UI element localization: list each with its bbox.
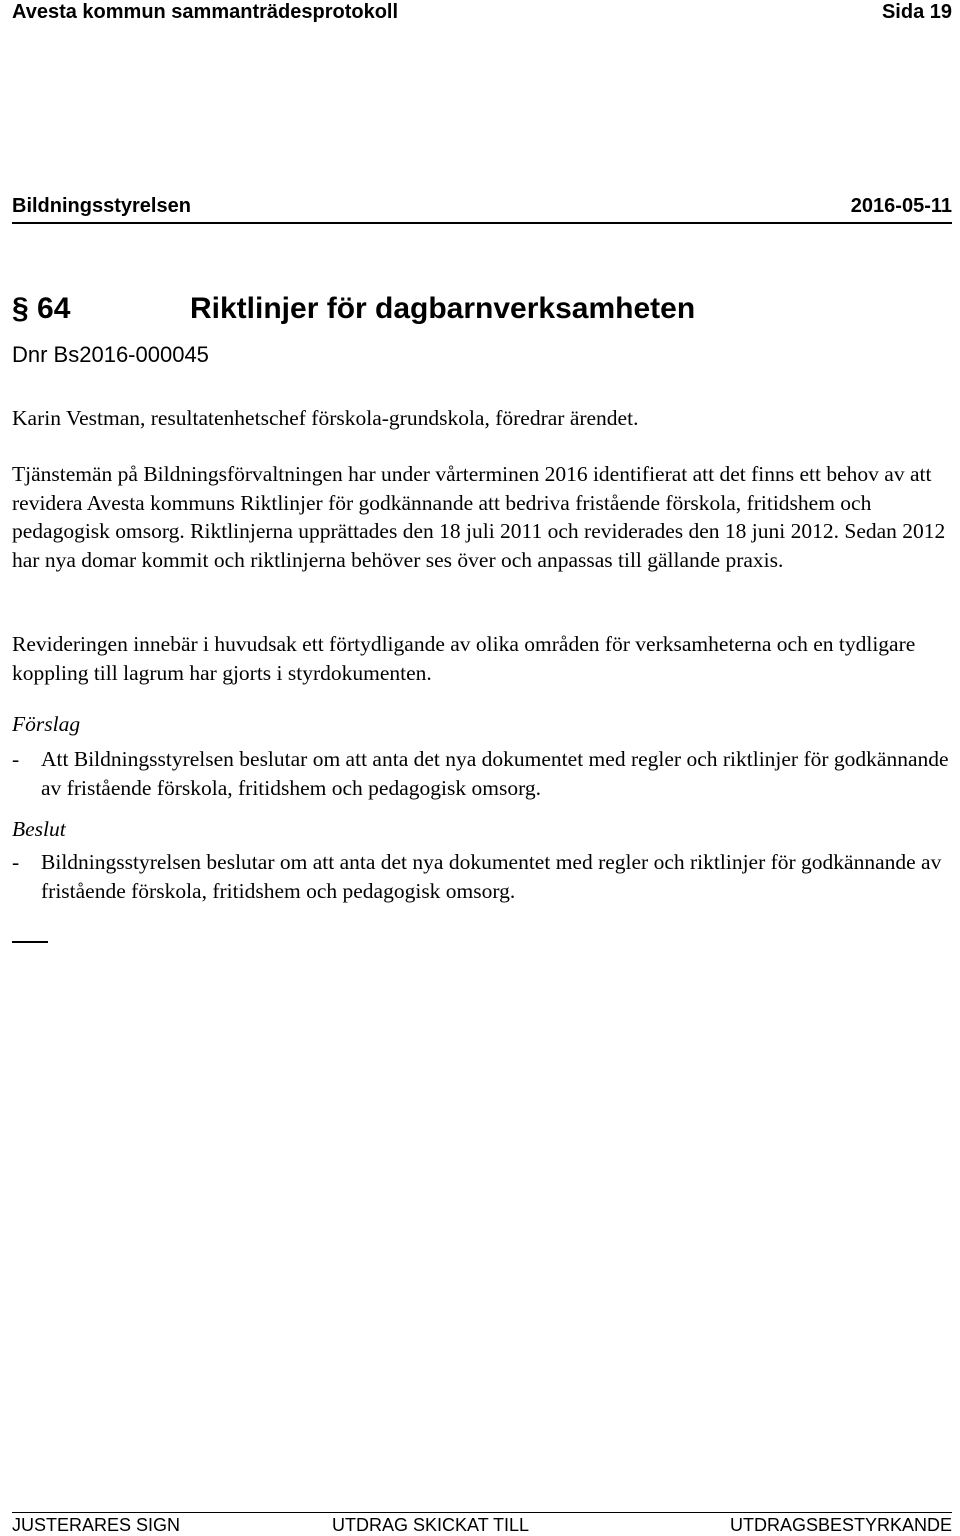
- page-number: Sida 19: [881, 1, 952, 23]
- case-number: Dnr Bs2016-000045: [12, 342, 209, 367]
- meeting-header: [12, 193, 952, 219]
- section-end-rule: [12, 941, 48, 943]
- footer-certify: UTDRAGSBESTYRKANDE: [729, 1515, 952, 1535]
- section-number: [12, 290, 190, 328]
- proposal-heading: Förslag: [12, 712, 81, 736]
- footer-divider: [12, 1512, 952, 1513]
- footer-sign: JUSTERARES SIGN: [12, 1515, 181, 1535]
- page-footer: [12, 1514, 952, 1536]
- proposal-item: [12, 745, 952, 805]
- decision-dash: -: [12, 850, 20, 874]
- page-header: [12, 0, 952, 24]
- section-heading: [12, 290, 695, 328]
- board-name: Bildningsstyrelsen: [12, 195, 191, 217]
- meeting-date: 2016-05-11: [850, 195, 952, 217]
- header-divider: [12, 222, 952, 224]
- section-number-value: 64: [37, 292, 71, 325]
- section-symbol: §: [12, 292, 29, 325]
- revision-paragraph: Revideringen innebär i huvudsak ett förtydligande av olika områden för verksamheterna och en tydligare koppling till lagrum har gjorts i styrdokumenten.: [12, 632, 916, 685]
- section-title: Riktlinjer för dagbarnverksamheten: [190, 292, 696, 325]
- background-paragraph: Tjänstemän på Bildningsförvaltningen har under vårterminen 2016 identifierat att det finns ett behov av att revidera Avesta kommuns Riktlinjer för godkännande att bedriva fristående förskola, fritidshem och pedagogisk omsorg. Riktlinjerna upprättades den 18 juli 2011 och reviderades den 18 juni 2012. Sedan 2012 har nya domar kommit och riktlinjerna behöver ses över och anpassas till gällande praxis.: [12, 462, 946, 572]
- decision-item: [12, 848, 952, 908]
- presenter-line: Karin Vestman, resultatenhetschef förskola-grundskola, föredrar ärendet.: [12, 406, 639, 430]
- proposal-dash: -: [12, 747, 20, 771]
- proposal-text: Att Bildningsstyrelsen beslutar om att anta det nya dokumentet med regler och riktlinjer för godkännande av fristående förskola, fritidshem och pedagogisk omsorg.: [41, 747, 949, 800]
- decision-heading: Beslut: [12, 817, 66, 841]
- document-title: Avesta kommun sammanträdesprotokoll: [12, 1, 399, 23]
- footer-sent: UTDRAG SKICKAT TILL: [332, 1515, 530, 1535]
- decision-text: Bildningsstyrelsen beslutar om att anta det nya dokumentet med regler och riktlinjer för godkännande av fristående förskola, fritidshem och pedagogisk omsorg.: [41, 850, 942, 903]
